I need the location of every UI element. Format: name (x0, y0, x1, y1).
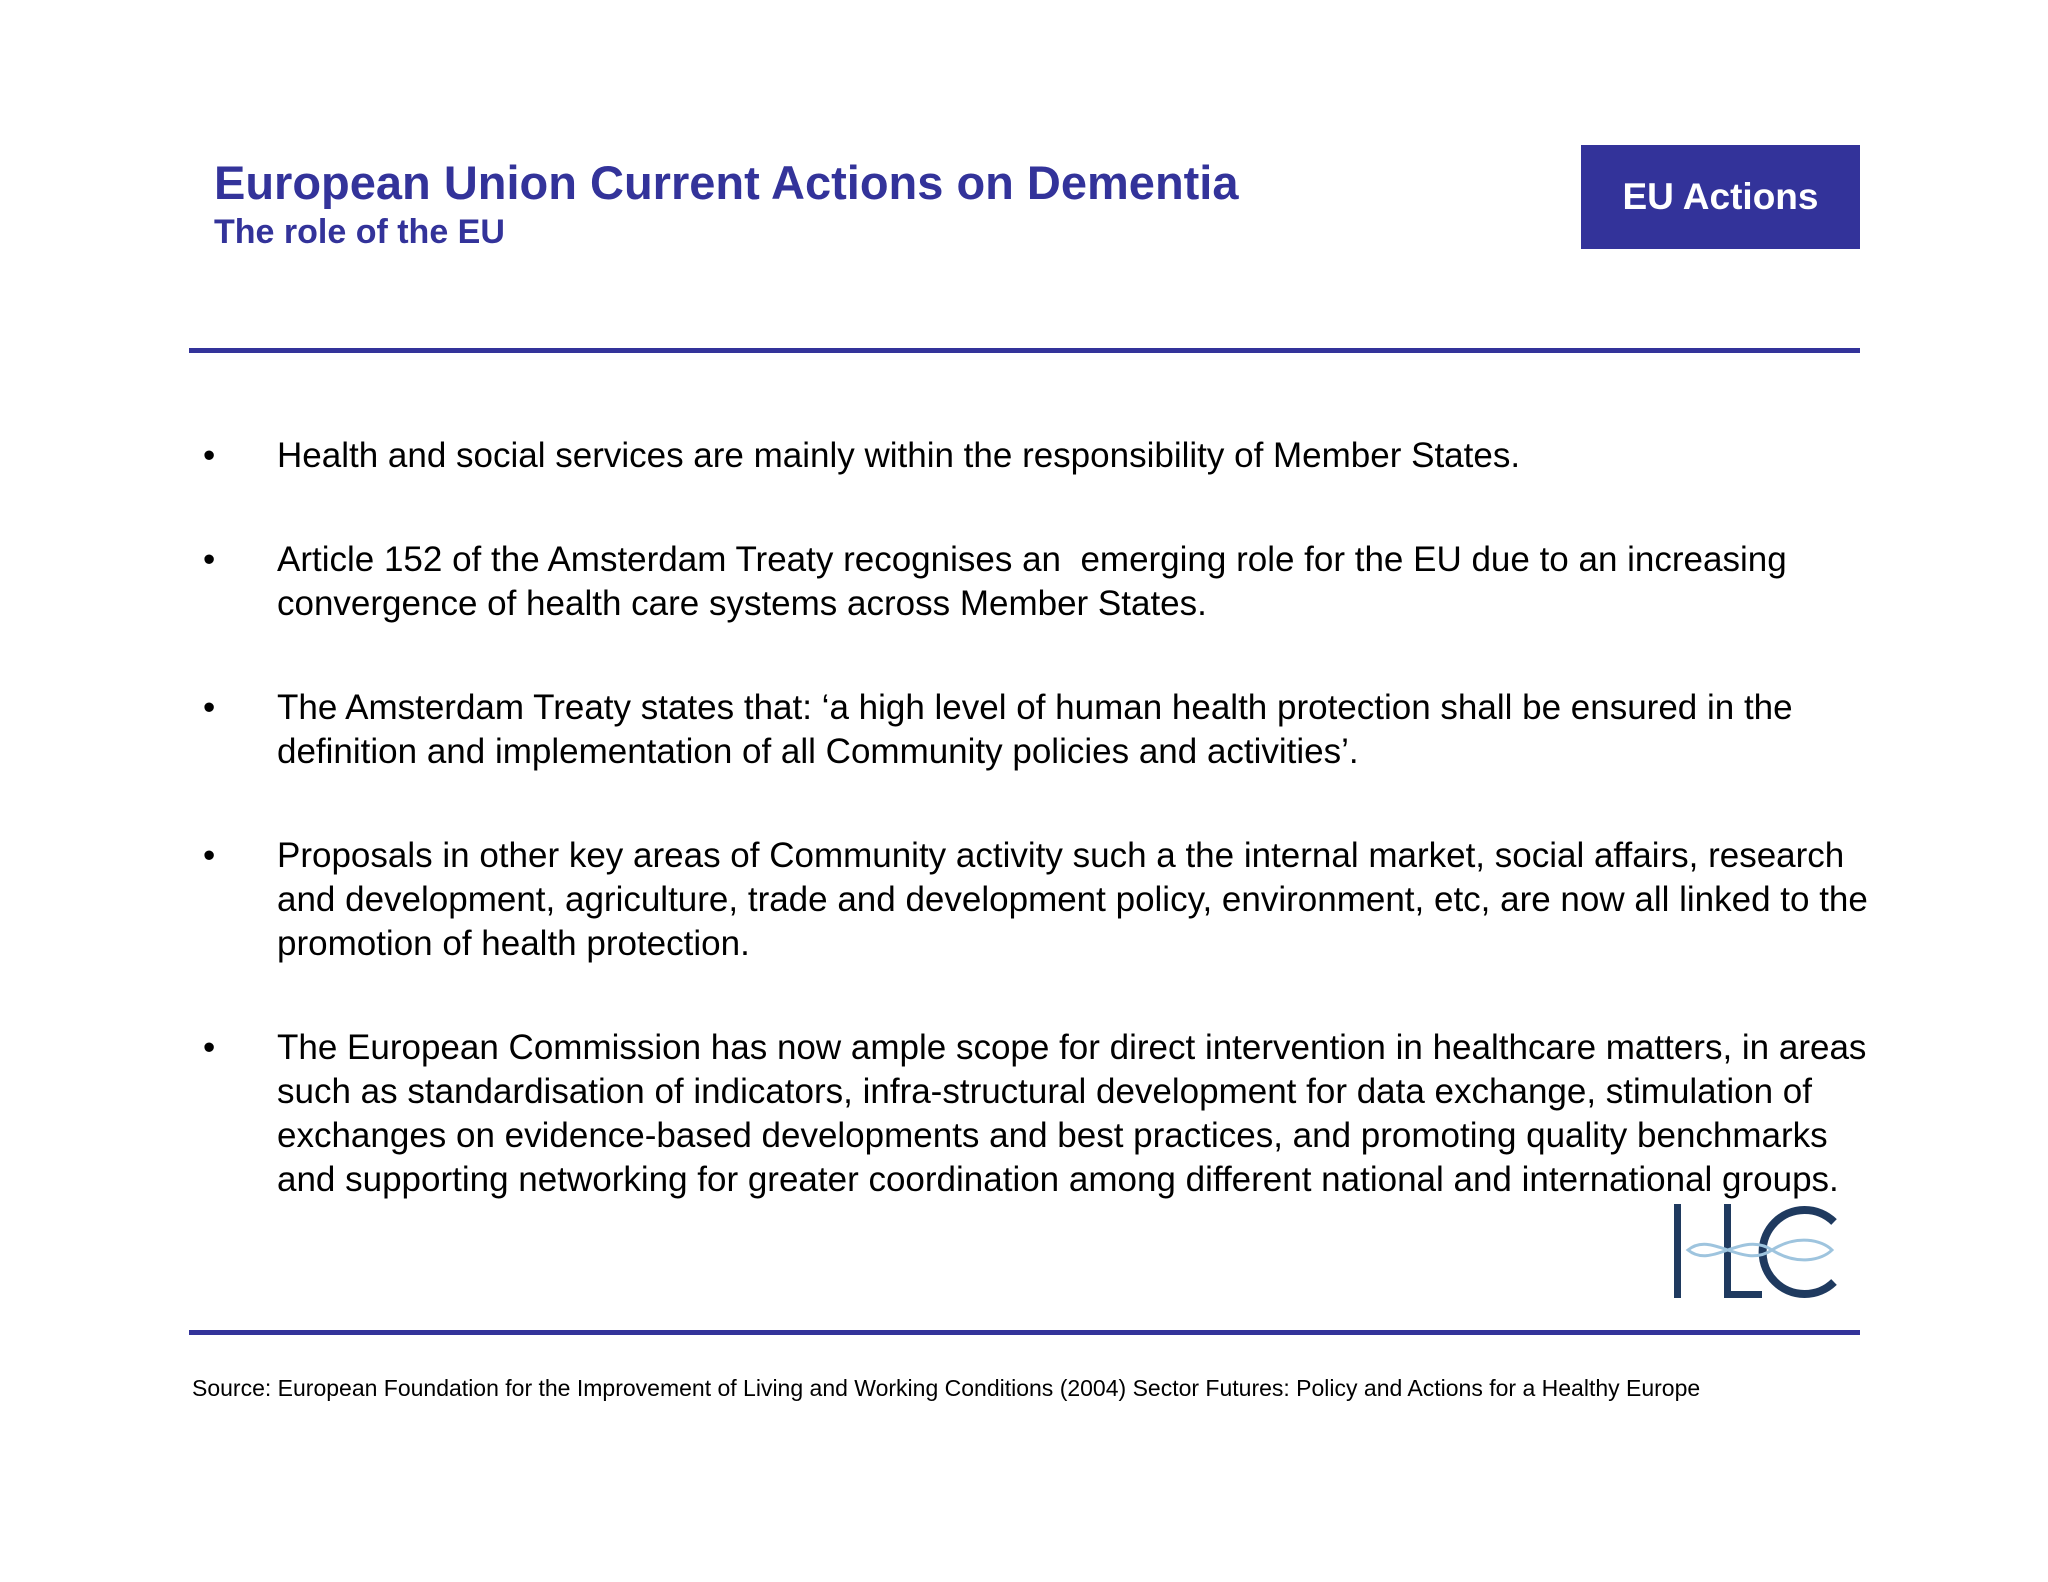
bullet-text: Proposals in other key areas of Community activity such a the internal market, social affairs, research and development, agriculture, trade and development policy, environment, etc, are now all linked to the promotion of health protection. (277, 836, 1878, 963)
top-divider (189, 348, 1860, 353)
bullet-item (200, 834, 1880, 966)
bullet-text: Article 152 of the Amsterdam Treaty recognises an emerging role for the EU due to an increasing convergence of health care systems across Member States. (277, 540, 1797, 623)
bullet-text: The European Commission has now ample scope for direct intervention in healthcare matters, in areas such as standardisation of indicators, infra-structural development for data exchange, stimulation of exchanges on evidence-based developments and best practices, and promoting quality benchmarks and supporting networking for greater coordination among different national and international groups. (277, 1028, 1877, 1199)
bullet-item (200, 538, 1880, 626)
bullet-list (200, 434, 1880, 1262)
ilc-logo (1672, 1200, 1842, 1304)
source-citation: Source: European Foundation for the Improvement of Living and Working Conditions (2004) Sector Futures: Policy and Actions for a Healthy Europe (192, 1375, 1701, 1401)
bullet-marker: • (203, 540, 216, 579)
bullet-marker: • (203, 1028, 216, 1067)
bullet-text: The Amsterdam Treaty states that: ‘a high level of human health protection shall be ensured in the definition and implementation of all Community policies and activities’. (277, 688, 1803, 771)
slide-title: European Union Current Actions on Dementia (214, 156, 1239, 209)
bullet-item (200, 1026, 1880, 1202)
section-badge: EU Actions (1581, 145, 1860, 249)
bullet-text: Health and social services are mainly within the responsibility of Member States. (277, 436, 1521, 475)
logo-letter-i (1674, 1204, 1681, 1298)
logo-letter-l-base (1724, 1291, 1762, 1298)
bullet-marker: • (203, 836, 216, 875)
bullet-marker: • (203, 436, 216, 475)
bullet-item (200, 434, 1880, 478)
bullet-marker: • (203, 688, 216, 727)
slide-subtitle: The role of the EU (214, 213, 505, 251)
bullet-item (200, 686, 1880, 774)
bottom-divider (189, 1330, 1860, 1335)
